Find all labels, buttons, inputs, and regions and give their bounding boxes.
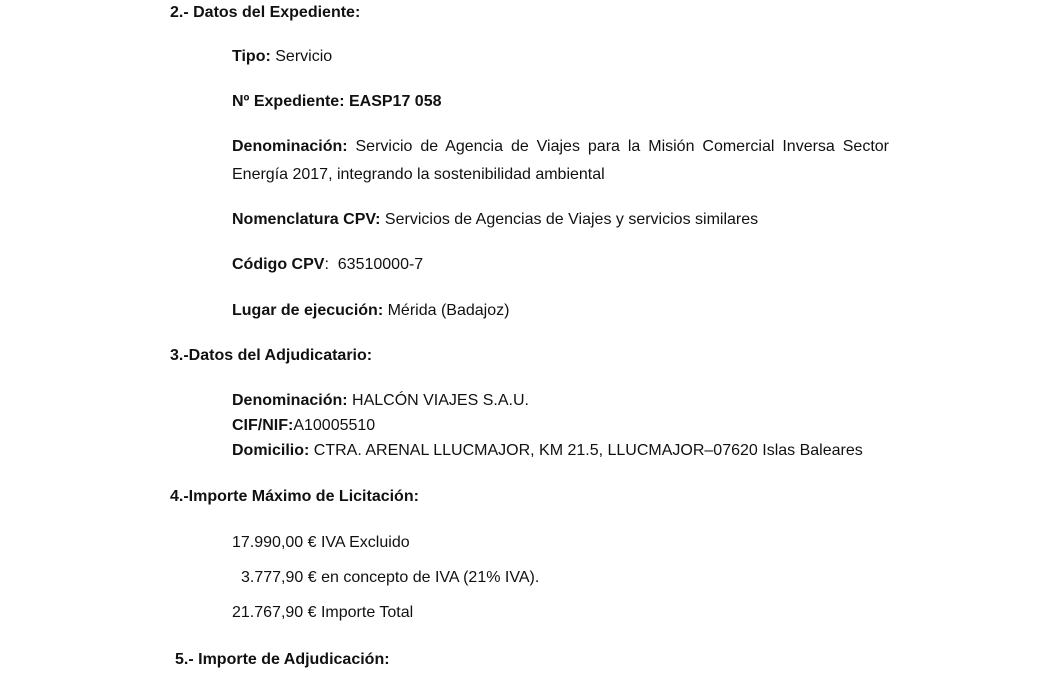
field-lugar-value: Mérida (Badajoz) (383, 302, 510, 319)
field-cpv-codigo (232, 255, 423, 275)
field-cif-label: CIF/NIF: (232, 417, 294, 434)
field-cif (232, 416, 375, 436)
field-domicilio (232, 441, 863, 461)
field-cpv-codigo-value: : 63510000-7 (324, 256, 424, 273)
field-cif-value: A10005510 (293, 417, 376, 434)
section-3-heading: 3.-Datos del Adjudicatario: (170, 347, 373, 364)
importe-line-total: 21.767,90 € Importe Total (232, 604, 414, 621)
field-cpv-nomenclatura-value: Servicios de Agencias de Viajes y servicios similares (380, 211, 759, 228)
field-denominacion-label: Denominación: (232, 138, 348, 155)
field-tipo-label: Tipo: (232, 48, 271, 65)
field-expediente-value: EASP17 058 (344, 93, 442, 110)
field-expediente-label: Nº Expediente: (232, 93, 345, 110)
field-cpv-nomenclatura (232, 210, 758, 230)
section-5-heading: 5.- Importe de Adjudicación: (175, 651, 390, 668)
field-tipo (232, 47, 332, 67)
field-domicilio-label: Domicilio: (232, 442, 310, 459)
field-expediente (232, 92, 441, 112)
field-lugar-label: Lugar de ejecución: (232, 302, 384, 319)
field-tipo-value: Servicio (270, 48, 333, 65)
field-adj-denominacion-label: Denominación: (232, 392, 348, 409)
section-4-heading: 4.-Importe Máximo de Licitación: (170, 488, 419, 505)
section-2-heading: 2.- Datos del Expediente: (170, 4, 361, 21)
importe-line-iva: 3.777,90 € en concepto de IVA (21% IVA). (241, 569, 540, 586)
field-cpv-codigo-label: Código CPV (232, 256, 325, 273)
field-denominacion-value: Servicio de Agencia de Viajes para la Misión Comercial Inversa Sector Energía 2017, integrando la sostenibilidad ambiental (232, 138, 889, 183)
field-cpv-nomenclatura-label: Nomenclatura CPV: (232, 211, 381, 228)
field-lugar (232, 301, 509, 321)
field-adj-denominacion-value: HALCÓN VIAJES S.A.U. (347, 392, 529, 409)
field-domicilio-value: CTRA. ARENAL LLUCMAJOR, KM 21.5, LLUCMAJOR–07620 Islas Baleares (309, 442, 863, 459)
field-adj-denominacion (232, 391, 529, 411)
field-denominacion (232, 133, 889, 189)
importe-line-sin-iva: 17.990,00 € IVA Excluido (232, 534, 410, 551)
